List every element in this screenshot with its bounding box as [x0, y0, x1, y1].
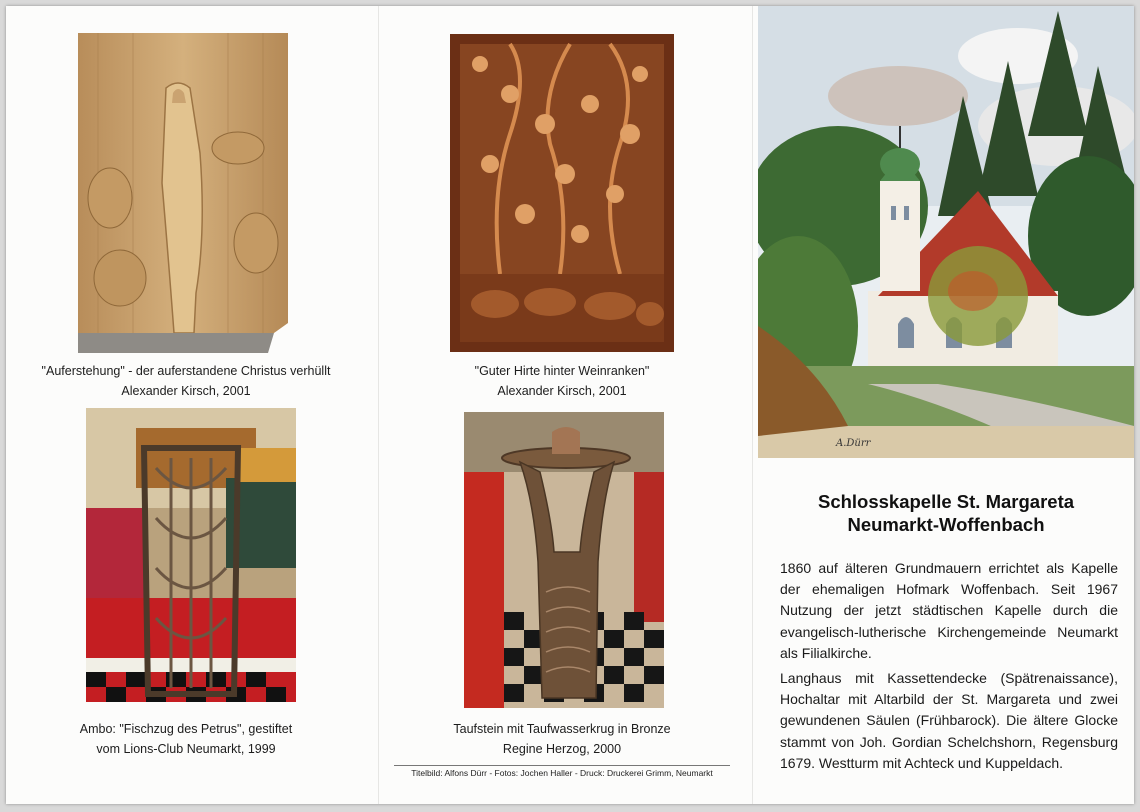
chapel-title [758, 490, 1134, 536]
caption-artist: Alexander Kirsch, 2001 [497, 384, 627, 398]
painting-signature: A.Dürr [836, 438, 871, 449]
caption-good-shepherd [392, 361, 732, 401]
fold-line-left [378, 6, 379, 804]
history-paragraph: 1860 auf älteren Grundmauern errichtet als Kapelle der ehemaligen Hofmark Woffenbach. Seit 1967 Nutzung der jetzt städtischen Kapelle durch die evangelisch-lutherische Kirchengemeinde Neumarkt als Filialkirche. [780, 560, 1118, 661]
wood-relief-resurrection-photo [78, 33, 288, 353]
brochure-sheet [6, 6, 1134, 804]
caption-artist: Regine Herzog, 2000 [502, 742, 622, 756]
caption-donor: vom Lions-Club Neumarkt, 1999 [96, 742, 276, 756]
caption-ambo [16, 719, 356, 759]
caption-line: Ambo: "Fischzug des Petrus", gestiftet [79, 722, 293, 736]
caption-line: "Guter Hirte hinter Weinranken" [474, 364, 650, 378]
architecture-paragraph: Langhaus mit Kassettendecke (Spätrenaissance), Hochaltar mit Altarbild der St. Margareta und zwei gewundenen Säulen (Frühbarock). Die ältere Glocke stammt von Joh. Gordian Schelchshorn, Regensburg 1679. Westturm mit Achteck und Kuppeldach. [780, 670, 1118, 771]
title-line-name: Schlosskapelle St. Margareta [817, 491, 1075, 512]
fold-line-right [752, 6, 753, 804]
caption-line: Taufstein mit Taufwasserkrug in Bronze [453, 722, 671, 736]
baptismal-font-photo [464, 412, 664, 708]
chapel-watercolor-painting [758, 6, 1134, 458]
caption-line: "Auferstehung" - der auferstandene Christus verhüllt [41, 364, 331, 378]
wood-relief-vines-photo [450, 34, 674, 352]
title-line-place: Neumarkt-Woffenbach [847, 514, 1045, 535]
caption-baptismal-font [392, 719, 732, 759]
ambo-bronze-photo [86, 408, 296, 702]
caption-artist: Alexander Kirsch, 2001 [121, 384, 251, 398]
caption-resurrection [16, 361, 356, 401]
credits-line: Titelbild: Alfons Dürr - Fotos: Jochen Haller - Druck: Druckerei Grimm, Neumarkt [394, 765, 730, 778]
